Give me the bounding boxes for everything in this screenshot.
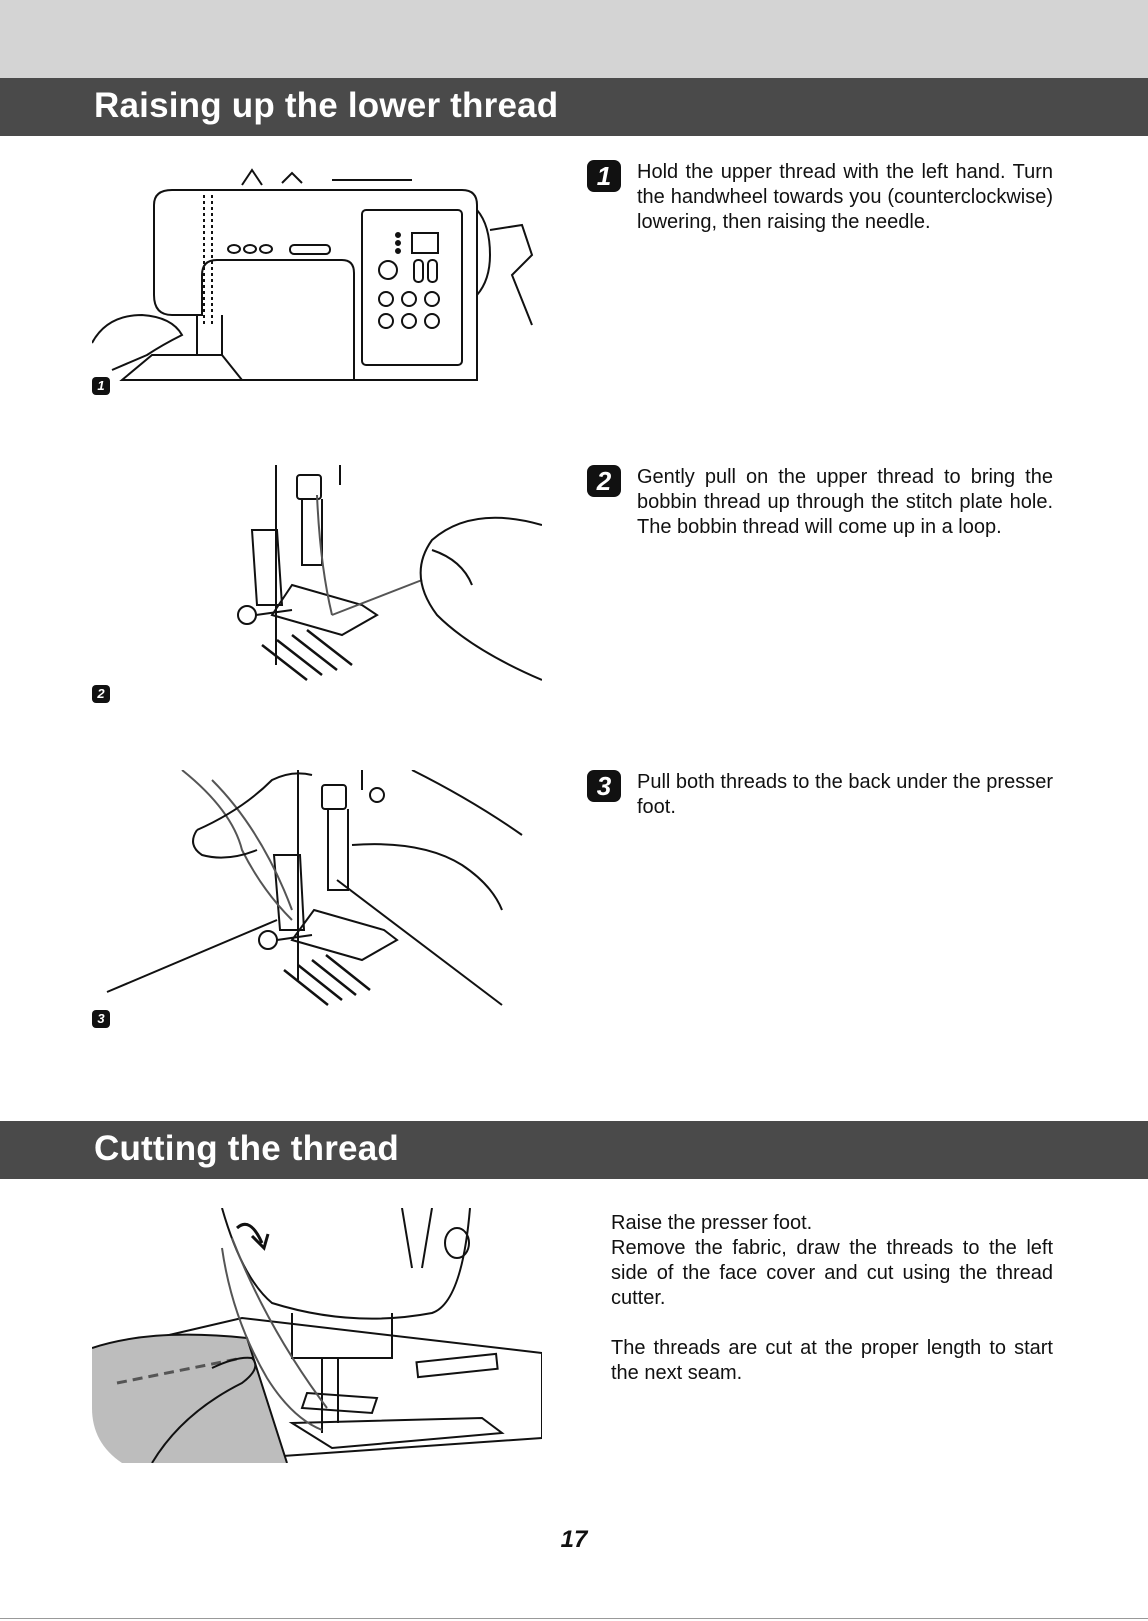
step-text: Hold the upper thread with the left hand. Turn the handwheel towards you (counterclockwise) lowering, then raising the needle.	[637, 161, 1053, 233]
figure-presser-foot-loop	[92, 465, 542, 701]
bottom-rule	[0, 1618, 1148, 1619]
page-number: 17	[560, 1526, 588, 1553]
top-band	[0, 0, 1148, 78]
step-text: Pull both threads to the back under the presser foot.	[637, 771, 1053, 818]
step-3	[587, 770, 1053, 820]
section-header-cutting	[0, 1121, 1148, 1179]
section-header-raising	[0, 78, 1148, 136]
cutting-line-1: Raise the presser foot.	[611, 1212, 813, 1234]
figure-label-1: 1	[92, 377, 110, 395]
figure-pull-threads-back	[92, 770, 542, 1030]
step-number-badge: 2	[587, 465, 621, 497]
figure-label-3: 3	[92, 1010, 110, 1028]
step-number-badge: 1	[587, 160, 621, 192]
figure-cutting-thread	[92, 1208, 542, 1463]
cutting-line-2: Remove the fabric, draw the threads to the left side of the face cover and cut using the thread cutter.	[611, 1237, 1053, 1309]
step-text: Gently pull on the upper thread to bring the bobbin thread up through the stitch plate hole. The bobbin thread will come up in a loop.	[637, 466, 1053, 538]
step-number-badge: 3	[587, 770, 621, 802]
cutting-instructions	[611, 1211, 1053, 1386]
step-2	[587, 465, 1053, 540]
figure-label-2: 2	[92, 685, 110, 703]
section-title: Cutting the thread	[94, 1129, 399, 1168]
figure-sewing-machine	[92, 165, 542, 405]
step-1	[587, 160, 1053, 235]
cutting-line-3: The threads are cut at the proper length to start the next seam.	[611, 1337, 1053, 1384]
section-title: Raising up the lower thread	[94, 86, 559, 125]
